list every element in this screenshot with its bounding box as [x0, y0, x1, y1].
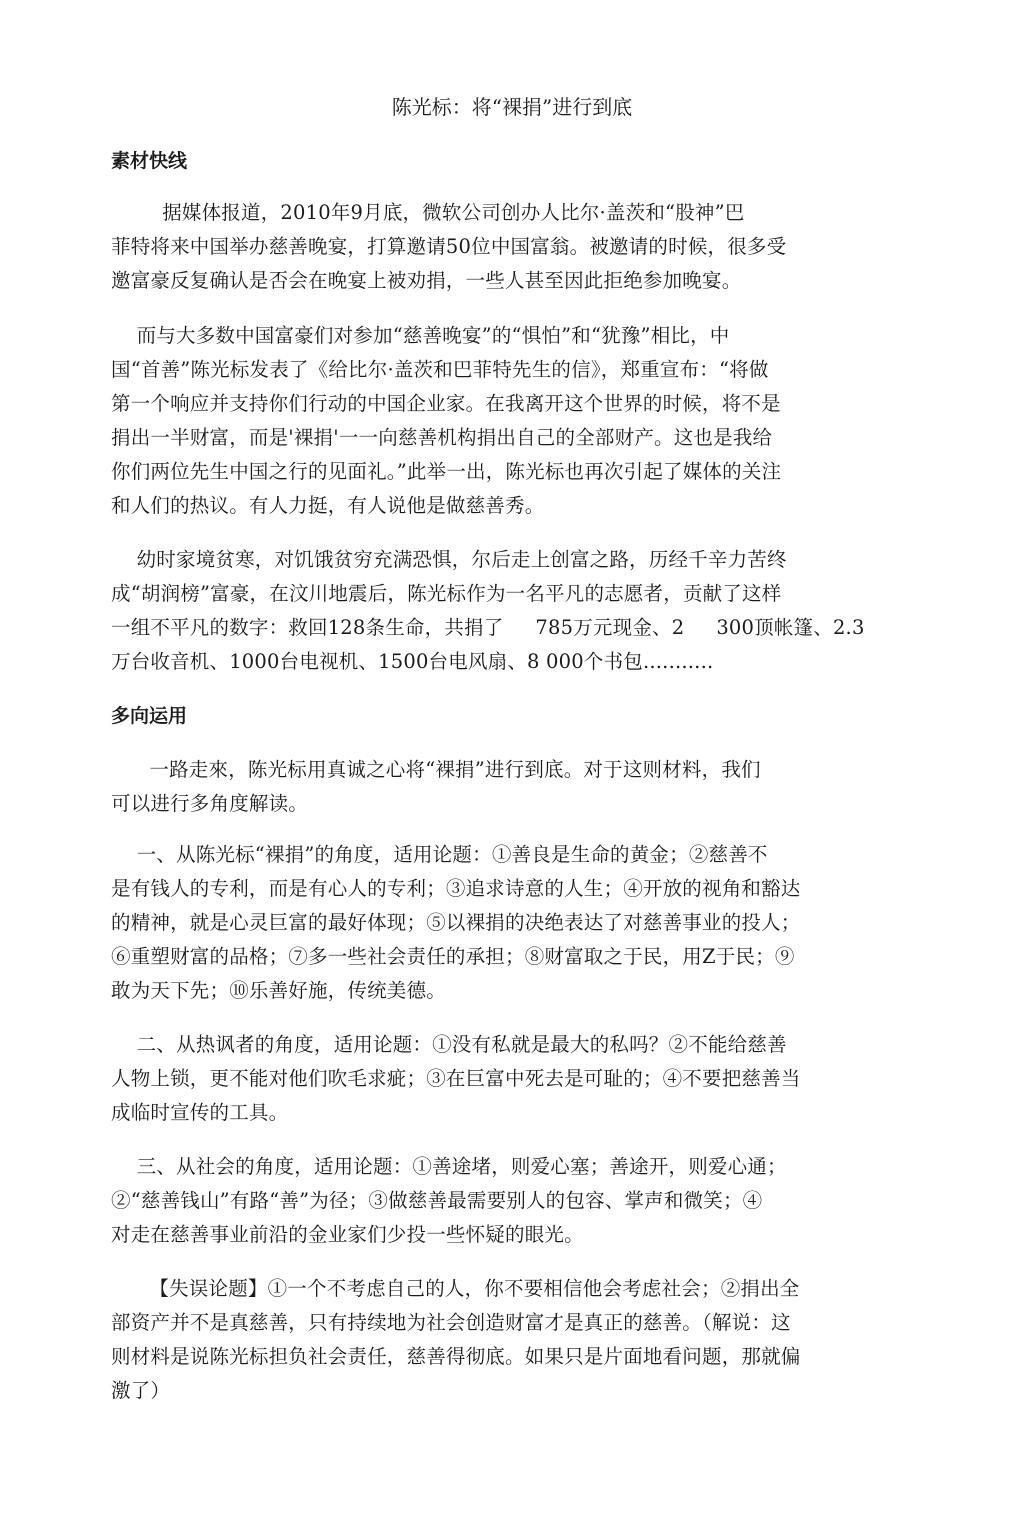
paragraph-8-line: 则材料是说陈光标担负社会责任，慈善得彻底。如果只是片面地看问题，那就偏 — [111, 1345, 801, 1368]
paragraph-2-line: 而与大多数中国富豪们对参加“慈善晚宴”的“惧怕”和“犹豫”相比，中 — [111, 324, 730, 347]
paragraph-2-line: 第一个响应并支持你们行动的中国企业家。在我离开这个世界的时候，将不是 — [111, 392, 781, 415]
paragraph-2-line: 国“首善”陈光标发表了《给比尔·盖茨和巴菲特先生的信》，郑重宣布：“将做 — [111, 358, 769, 381]
paragraph-4-line: 可以进行多角度解读。 — [111, 792, 309, 815]
paragraph-3-line: 成“胡润榜”富豪，在汶川地震后，陈光标作为一名平凡的志愿者，贡献了这样 — [111, 582, 782, 605]
paragraph-1-line: 邀富豪反复确认是否会在晚宴上被劝捐，一些人甚至因此拒绝参加晚宴。 — [111, 269, 742, 292]
paragraph-5-line: 敢为天下先；⑩乐善好施，传统美德。 — [111, 979, 446, 1002]
paragraph-3-line: 万台收音机、1000台电视机、1500台电风扇、8 000个书包........... — [111, 650, 714, 673]
paragraph-2-line: 和人们的热议。有人力挺，有人说他是做慈善秀。 — [111, 494, 545, 517]
paragraph-2-line: 你们两位先生中国之行的见面礼。”此举一出，陈光标也再次引起了媒体的关注 — [111, 460, 782, 483]
paragraph-7-line: 三、从社会的角度，适用论题：①善途堵，则爱心塞；善途开，则爱心通； — [111, 1155, 787, 1178]
paragraph-2-line: 捐出一半财富，而是'裸捐'一一向慈善机构捐出自己的全部财产。这也是我给 — [111, 426, 773, 449]
paragraph-6-line: 二、从热讽者的角度，适用论题：①没有私就是最大的私吗？②不能给慈善 — [111, 1033, 787, 1056]
section-heading-material: 素材快线 — [111, 150, 188, 172]
paragraph-7-line: 对走在慈善事业前沿的金业家们少投一些怀疑的眼光。 — [111, 1223, 584, 1246]
paragraph-6-line: 人物上锁，更不能对他们吹毛求疵；③在巨富中死去是可耻的；④不要把慈善当 — [111, 1067, 801, 1090]
paragraph-5-line: 一、从陈光标“裸捐”的角度，适用论题：①善良是生命的黄金；②慈善不 — [111, 843, 768, 866]
paragraph-8-line: 【失误论题】①一个不考虑自己的人，你不要相信他会考虑社会；②捐出全 — [111, 1277, 800, 1300]
paragraph-7-line: ②“慈善钱山”有路“善”为径；③做慈善最需要别人的包容、掌声和微笑；④ — [111, 1189, 763, 1212]
paragraph-5-line: 的精神，就是心灵巨富的最好体现；⑤以裸捐的决绝表达了对慈善事业的投人； — [111, 911, 801, 934]
paragraph-8-line: 部资产并不是真慈善，只有持续地为社会创造财富才是真正的慈善。（解说：这 — [111, 1311, 791, 1334]
paragraph-1-line: 菲特将来中国举办慈善晚宴，打算邀请50位中国富翁。被邀请的时候，很多受 — [111, 235, 787, 258]
paragraph-6-line: 成临时宣传的工具。 — [111, 1101, 289, 1124]
paragraph-4-line: 一路走來，陈光标用真诚之心将“裸捐”进行到底。对于这则材料，我们 — [111, 758, 761, 781]
paragraph-1-line: 据媒体报道，2010年9月底，微软公司创办人比尔·盖茨和“股神”巴 — [111, 201, 745, 224]
paragraph-3-line: 幼时家境贫寒，对饥饿贫穷充满恐惧，尔后走上创富之路，历经千辛力苦终 — [111, 548, 787, 571]
section-heading-usage: 多向运用 — [111, 705, 188, 727]
paragraph-5-line: ⑥重塑财富的品格；⑦多一些社会责任的承担；⑧财富取之于民，用Z于民；⑨ — [111, 945, 795, 968]
page-title: 陈光标：将“裸捐”进行到底 — [391, 95, 633, 119]
paragraph-3-line: 一组不平凡的数字：救回128条生命，共捐了 785万元现金、2 300顶帐篷、2.3 — [111, 616, 865, 639]
paragraph-8-line: 激了） — [111, 1379, 171, 1402]
paragraph-5-line: 是有钱人的专利，而是有心人的专利；③追求诗意的人生；④开放的视角和豁达 — [111, 877, 801, 900]
